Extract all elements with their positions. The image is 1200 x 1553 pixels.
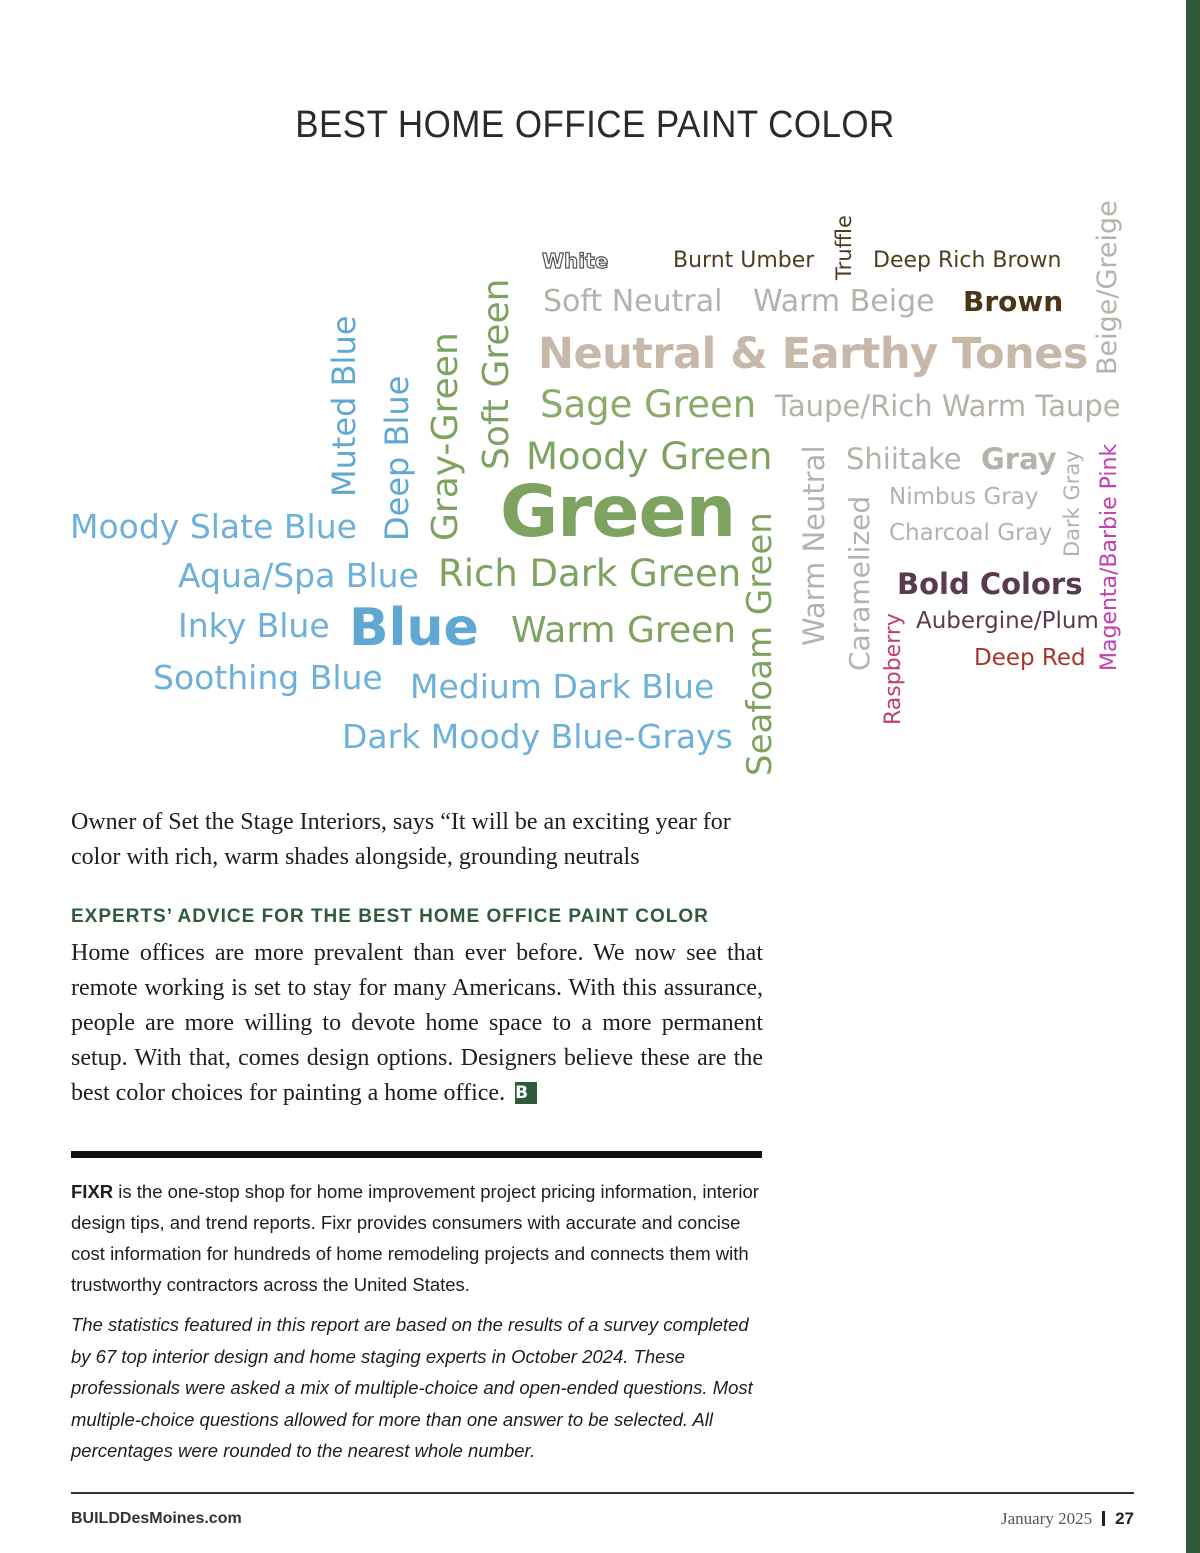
word-truffle: Truffle: [832, 215, 856, 280]
footer-separator: [1102, 1511, 1105, 1526]
word-deep-rich-brown: Deep Rich Brown: [873, 248, 1062, 273]
word-aubergine-plum: Aubergine/Plum: [916, 608, 1099, 634]
footer-date: January 2025: [1000, 1509, 1093, 1528]
fixr-about: [71, 1176, 771, 1300]
word-moody-green: Moody Green: [526, 435, 773, 478]
word-sage-green: Sage Green: [540, 383, 757, 426]
fixr-description: is the one-stop shop for home improvement project pricing information, interior design tips, and trend reports. Fixr provides consumers with accurate and concise cost information for hundreds of home remodeling projects and connects them with trustworthy contractors across the United States.: [71, 1181, 759, 1295]
page-title: BEST HOME OFFICE PAINT COLOR: [295, 104, 895, 146]
section-subheading: EXPERTS’ ADVICE FOR THE BEST HOME OFFICE PAINT COLOR: [71, 906, 709, 927]
word-warm-green: Warm Green: [511, 610, 737, 651]
word-brown: Brown: [963, 285, 1064, 318]
section-divider: [71, 1151, 762, 1158]
word-gray-green: Gray-Green: [425, 332, 466, 541]
word-deep-red: Deep Red: [974, 645, 1086, 671]
fixr-brand: FIXR: [71, 1181, 114, 1202]
word-white: White: [542, 249, 609, 273]
end-mark-b-icon: B: [515, 1082, 537, 1104]
word-inky-blue: Inky Blue: [178, 606, 330, 645]
word-soft-green: Soft Green: [476, 278, 517, 470]
word-caramelized: Caramelized: [843, 495, 876, 671]
word-green: Green: [500, 470, 736, 553]
word-gray: Gray: [981, 442, 1057, 476]
word-warm-neutral: Warm Neutral: [797, 445, 831, 646]
footer-divider: [71, 1492, 1134, 1494]
word-aqua-spa-blue: Aqua/Spa Blue: [178, 556, 419, 595]
word-shiitake: Shiitake: [846, 442, 962, 476]
body-paragraph: [71, 936, 763, 1111]
word-deep-blue: Deep Blue: [378, 375, 416, 541]
designer-quote: Owner of Set the Stage Interiors, says “It will be an exciting year for color with rich, warm shades alongside, grounding neutrals: [71, 809, 731, 870]
word-soft-neutral: Soft Neutral: [543, 284, 723, 319]
word-warm-beige: Warm Beige: [753, 284, 935, 319]
word-burnt-umber: Burnt Umber: [673, 248, 815, 273]
word-nimbus-gray: Nimbus Gray: [889, 484, 1039, 510]
footer-site-link[interactable]: BUILDDesMoines.com: [71, 1510, 242, 1527]
word-moody-slate-blue: Moody Slate Blue: [70, 507, 357, 546]
word-blue: Blue: [349, 598, 479, 658]
body-paragraph-text: Home offices are more prevalent than ever before. We now see that remote working is set to stay for many Americans. With this assurance, people are more willing to devote home space to a more permanent setup. With that, comes design options. Designers believe these are the best color choices for painting a home office.: [71, 940, 763, 1106]
word-soothing-blue: Soothing Blue: [153, 658, 383, 697]
word-dark-gray: Dark Gray: [1060, 450, 1084, 557]
word-medium-dark-blue: Medium Dark Blue: [410, 667, 715, 706]
survey-methodology-note: The statistics featured in this report are based on the results of a survey completed by 67 top interior design and home staging experts in October 2024. These professionals were asked a mix of multiple-choice and open-ended questions. Most multiple-choice questions allowed for more than one answer to be selected. All percentages were rounded to the nearest whole number.: [71, 1314, 753, 1461]
word-muted-blue: Muted Blue: [325, 315, 363, 497]
word-magenta-barbie-pink: Magenta/Barbie Pink: [1097, 443, 1122, 671]
word-rich-dark-green: Rich Dark Green: [438, 552, 742, 595]
word-charcoal-gray: Charcoal Gray: [889, 520, 1053, 546]
word-taupe-rich-warm-taupe: Taupe/Rich Warm Taupe: [775, 389, 1121, 423]
word-bold-colors: Bold Colors: [897, 567, 1083, 601]
word-dark-moody-blue-grays: Dark Moody Blue-Grays: [342, 717, 733, 756]
word-seafoam-green: Seafoam Green: [740, 512, 780, 776]
word-neutral-earthy-tones: Neutral & Earthy Tones: [538, 329, 1089, 379]
page-number: 27: [1115, 1509, 1134, 1528]
word-raspberry: Raspberry: [881, 613, 906, 725]
word-beige-greige: Beige/Greige: [1092, 200, 1123, 375]
footer-issue-info: [1001, 1509, 1134, 1529]
